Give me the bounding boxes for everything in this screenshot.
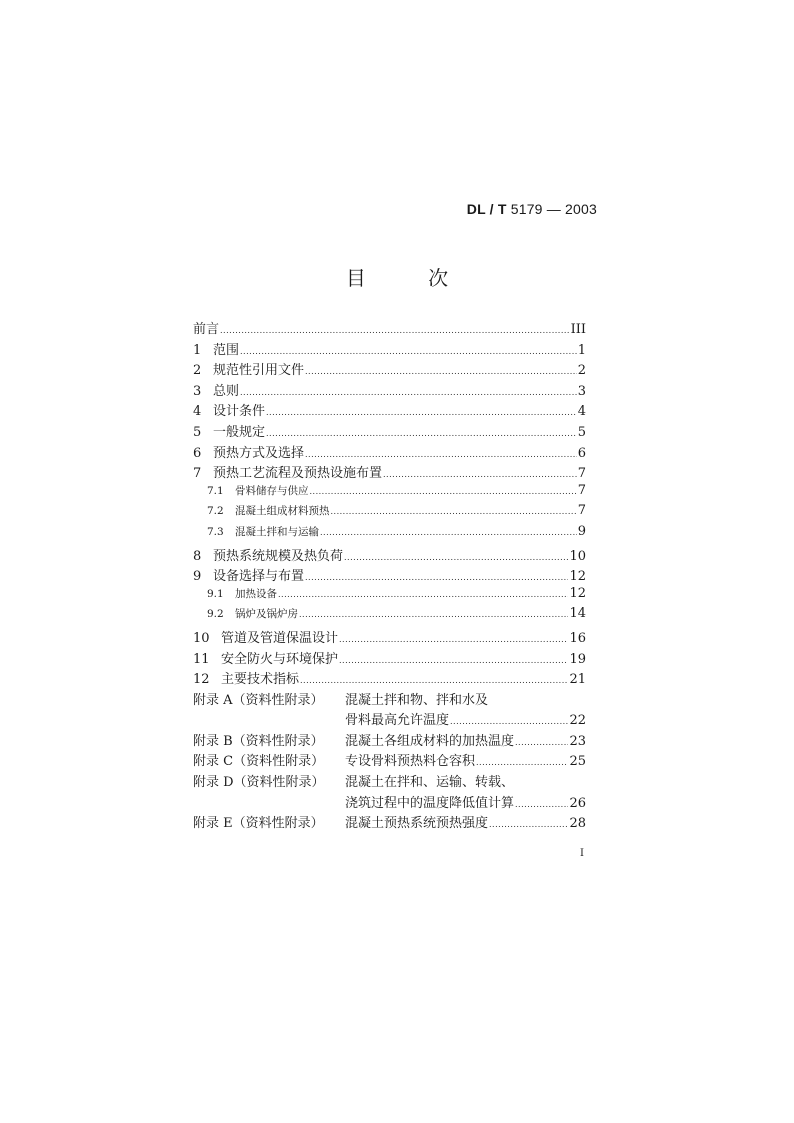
toc-entry-number: 6 bbox=[193, 445, 202, 461]
leader-dots bbox=[310, 487, 577, 496]
toc-entry-number: 3 bbox=[193, 383, 202, 399]
toc-entry-number: 7.2 bbox=[207, 505, 224, 518]
toc-entry-text: 预热系统规模及热负荷 bbox=[213, 548, 344, 564]
toc-entry-10[interactable] bbox=[193, 627, 586, 648]
page-title: 目 次 bbox=[345, 266, 477, 290]
leader-dots bbox=[450, 717, 568, 726]
standard-code bbox=[467, 201, 597, 217]
appendix-title-line2: 骨料最高允许温度 bbox=[345, 713, 450, 729]
appendix-title-line1: 混凝土各组成材料的加热温度 bbox=[345, 733, 515, 749]
toc-entry-text: 预热工艺流程及预热设施布置 bbox=[213, 466, 383, 482]
toc-entry-9-2[interactable] bbox=[193, 606, 586, 627]
toc-entry-7-3[interactable] bbox=[193, 524, 586, 545]
leader-dots bbox=[266, 429, 577, 438]
toc-entry-page: 7 bbox=[577, 503, 586, 519]
toc-entry-page: 3 bbox=[577, 383, 586, 399]
toc-entry-page: 6 bbox=[577, 445, 586, 461]
toc-entry-page: 10 bbox=[569, 548, 586, 564]
toc-entry-page: 7 bbox=[577, 482, 586, 498]
toc-entry-page: 26 bbox=[569, 795, 586, 811]
leader-dots bbox=[320, 528, 577, 537]
toc-entry-text: 设备选择与布置 bbox=[213, 569, 305, 585]
leader-dots bbox=[331, 507, 577, 516]
toc-entry-number: 7.3 bbox=[207, 525, 224, 538]
toc-entry-text: 主要技术指标 bbox=[221, 672, 300, 688]
appendix-title-line1: 混凝土拌和物、拌和水及 bbox=[345, 692, 489, 708]
appendix-title-line1: 专设骨料预热料仓容积 bbox=[345, 754, 476, 770]
toc-entry-text: 锅炉及锅炉房 bbox=[235, 608, 298, 621]
toc-entry-11[interactable] bbox=[193, 648, 586, 669]
toc-entry-text: 预热方式及选择 bbox=[213, 445, 305, 461]
toc-entry-page: III bbox=[570, 322, 586, 337]
toc-entry-text: 混凝土拌和与运输 bbox=[235, 525, 319, 538]
toc-entry-number: 4 bbox=[193, 404, 202, 420]
toc-entry-9[interactable] bbox=[193, 565, 586, 586]
toc-entry-7[interactable] bbox=[193, 462, 586, 483]
toc-entry-page: 16 bbox=[569, 630, 586, 646]
toc-entry-page: 7 bbox=[577, 466, 586, 482]
leader-dots bbox=[305, 450, 577, 459]
toc-entry-number: 9 bbox=[193, 569, 202, 585]
toc-appendix-a-cont[interactable] bbox=[193, 709, 586, 730]
appendix-title-line1: 混凝土预热系统预热强度 bbox=[345, 816, 489, 832]
toc-entry-page: 4 bbox=[577, 404, 586, 420]
toc-appendix-b[interactable] bbox=[193, 730, 586, 751]
leader-dots bbox=[515, 800, 568, 809]
appendix-label: 附录 B（资料性附录） bbox=[193, 733, 324, 749]
toc-entry-number: 11 bbox=[193, 651, 210, 667]
appendix-label: 附录 C（资料性附录） bbox=[193, 754, 325, 770]
toc-entry-number: 10 bbox=[193, 630, 210, 646]
leader-dots bbox=[339, 635, 568, 644]
toc-entry-number: 8 bbox=[193, 548, 202, 564]
toc-appendix-c[interactable] bbox=[193, 750, 586, 771]
toc-entry-page: 9 bbox=[577, 523, 586, 539]
toc-entry-7-1[interactable] bbox=[193, 483, 586, 504]
toc-entry-page: 5 bbox=[577, 424, 586, 440]
leader-dots bbox=[240, 388, 577, 397]
toc-entry-number: 5 bbox=[193, 424, 202, 440]
leader-dots bbox=[476, 758, 568, 767]
leader-dots bbox=[240, 347, 577, 356]
appendix-title-line2: 浇筑过程中的温度降低值计算 bbox=[345, 795, 515, 811]
toc-appendix-e[interactable] bbox=[193, 812, 586, 833]
standard-number: 5179 — 2003 bbox=[510, 201, 597, 217]
toc-entry-text: 混凝土组成材料预热 bbox=[235, 505, 330, 518]
toc-entry-text: 前言 bbox=[193, 322, 220, 337]
toc-entry-page: 1 bbox=[577, 342, 586, 358]
toc-entry-page: 25 bbox=[569, 754, 586, 770]
toc-entry-text: 设计条件 bbox=[213, 404, 266, 420]
toc-entry-number: 2 bbox=[193, 363, 202, 379]
toc-entry-page: 28 bbox=[569, 816, 586, 832]
leader-dots bbox=[266, 408, 577, 417]
leader-dots bbox=[515, 738, 568, 747]
toc-entry-page: 19 bbox=[569, 651, 586, 667]
toc-entry-page: 2 bbox=[577, 363, 586, 379]
toc-entry-text: 范围 bbox=[213, 342, 240, 358]
leader-dots bbox=[339, 656, 568, 665]
toc-entry-number: 1 bbox=[193, 342, 202, 358]
appendix-label: 附录 D（资料性附录） bbox=[193, 775, 325, 791]
leader-dots bbox=[278, 590, 568, 599]
toc-entry-page: 12 bbox=[569, 585, 586, 601]
toc-entry-9-1[interactable] bbox=[193, 586, 586, 607]
toc-entry-page: 14 bbox=[569, 606, 586, 622]
page-number: I bbox=[580, 848, 584, 859]
toc-entry-number: 12 bbox=[193, 672, 210, 688]
leader-dots bbox=[344, 553, 568, 562]
toc-entry-1[interactable] bbox=[193, 339, 586, 360]
appendix-label: 附录 E（资料性附录） bbox=[193, 816, 324, 832]
toc-entry-5[interactable] bbox=[193, 421, 586, 442]
toc-entry-foreword[interactable] bbox=[193, 318, 586, 339]
leader-dots bbox=[220, 326, 570, 335]
toc-entry-7-2[interactable] bbox=[193, 503, 586, 524]
toc-entry-text: 一般规定 bbox=[213, 424, 266, 440]
standard-prefix: DL / T bbox=[466, 201, 507, 217]
leader-dots bbox=[489, 820, 568, 829]
appendix-label: 附录 A（资料性附录） bbox=[193, 692, 324, 708]
leader-dots bbox=[300, 676, 568, 685]
toc-entry-12[interactable] bbox=[193, 668, 586, 689]
toc-entry-text: 规范性引用文件 bbox=[213, 363, 305, 379]
toc-entry-text: 加热设备 bbox=[235, 587, 277, 600]
toc-entry-4[interactable] bbox=[193, 400, 586, 421]
toc-entry-page: 21 bbox=[569, 672, 586, 688]
toc-entry-text: 安全防火与环境保护 bbox=[221, 651, 339, 667]
toc-entry-3[interactable] bbox=[193, 380, 586, 401]
leader-dots bbox=[305, 573, 568, 582]
appendix-title-line1: 混凝土在拌和、运输、转载、 bbox=[345, 775, 515, 791]
toc-appendix-a[interactable] bbox=[193, 689, 586, 710]
toc-entry-number: 9.2 bbox=[207, 608, 224, 621]
leader-dots bbox=[299, 610, 568, 619]
toc-entry-page: 12 bbox=[569, 569, 586, 585]
toc-entry-text: 管道及管道保温设计 bbox=[221, 630, 339, 646]
toc-appendix-d-cont[interactable] bbox=[193, 792, 586, 813]
toc-entry-text: 总则 bbox=[213, 383, 240, 399]
toc-appendix-d[interactable] bbox=[193, 771, 586, 792]
toc-entry-page: 22 bbox=[569, 713, 586, 729]
toc-entry-number: 9.1 bbox=[207, 587, 224, 600]
toc-entry-6[interactable] bbox=[193, 442, 586, 463]
toc-entry-number: 7 bbox=[193, 466, 202, 482]
toc-entry-2[interactable] bbox=[193, 359, 586, 380]
leader-dots bbox=[305, 367, 577, 376]
toc-entry-8[interactable] bbox=[193, 545, 586, 566]
leader-dots bbox=[383, 470, 577, 479]
table-of-contents bbox=[193, 318, 586, 833]
toc-entry-page: 23 bbox=[569, 733, 586, 749]
toc-entry-text: 骨料储存与供应 bbox=[235, 484, 309, 497]
toc-entry-number: 7.1 bbox=[207, 484, 224, 497]
